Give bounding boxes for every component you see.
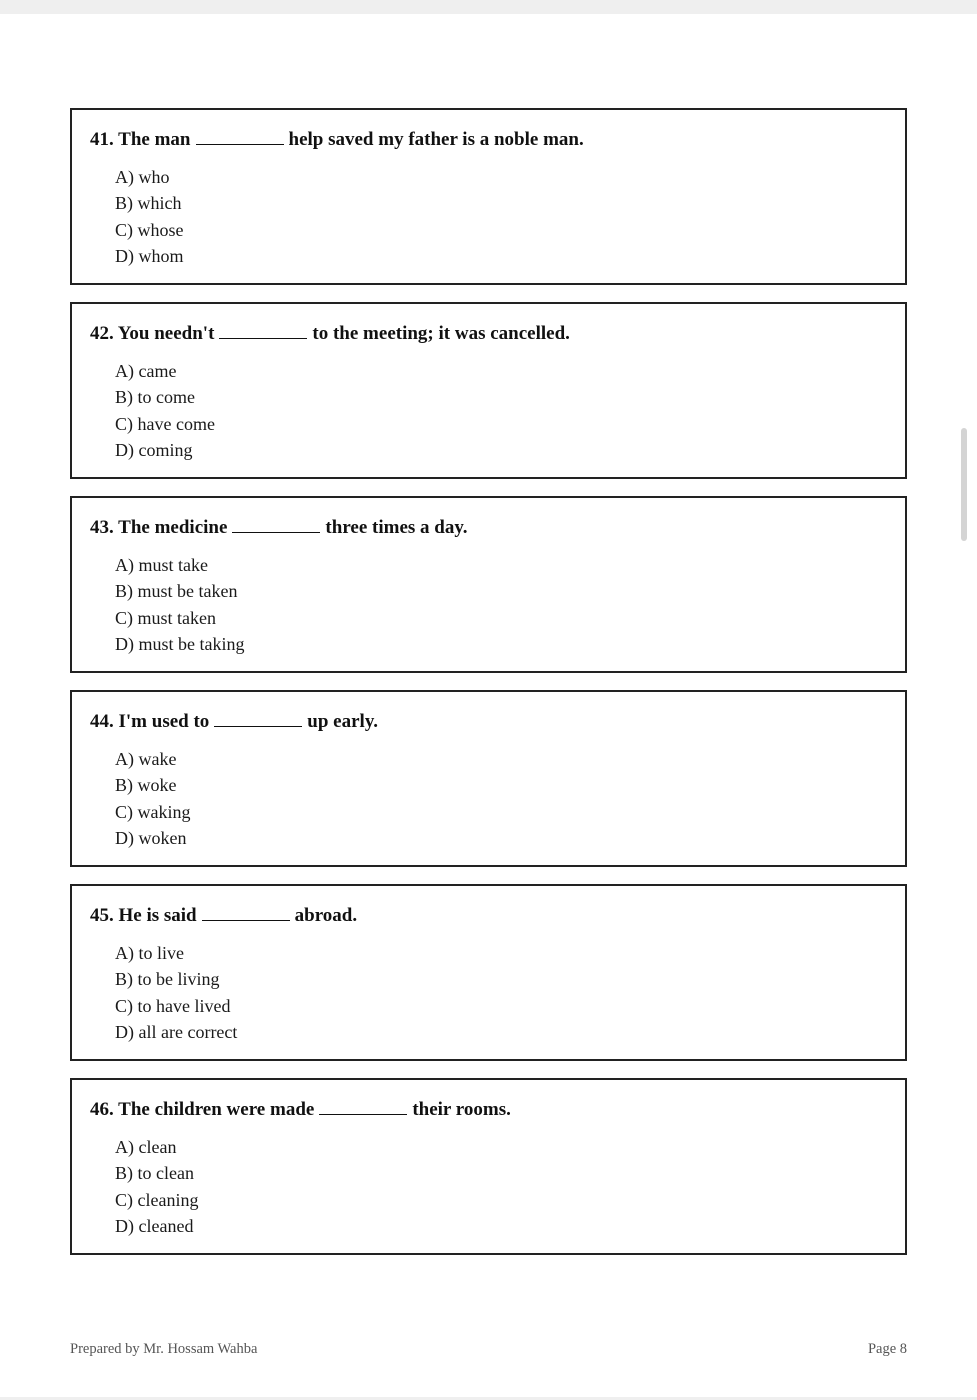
option-d: D) whom	[115, 245, 184, 266]
question-stem-end: abroad.	[294, 905, 358, 926]
option-a: A) clean	[115, 1137, 177, 1157]
answer-blank	[219, 321, 307, 339]
answer-blank	[196, 127, 284, 145]
question-43	[70, 496, 907, 673]
question-number: 43.	[90, 517, 114, 538]
question-stem-start: He is said	[118, 905, 197, 926]
question-stem-start: The man	[118, 129, 191, 150]
question-stem-end: to the meeting; it was cancelled.	[312, 323, 570, 344]
option-a: A) came	[115, 361, 177, 381]
options-list	[90, 164, 887, 269]
answer-blank	[202, 903, 290, 921]
option-d: D) coming	[115, 439, 193, 460]
options-list	[90, 552, 887, 657]
scrollbar-thumb[interactable]	[961, 428, 967, 541]
options-list	[90, 746, 887, 851]
option-b: B) woke	[115, 775, 177, 796]
question-text	[90, 1097, 887, 1122]
option-c: C) to have lived	[115, 995, 231, 1016]
option-a: A) who	[115, 167, 170, 187]
option-c: C) cleaning	[115, 1189, 199, 1210]
option-b: B) to be living	[115, 969, 220, 990]
option-a: A) to live	[115, 943, 184, 963]
question-stem-start: The children were made	[118, 1099, 315, 1120]
question-list	[70, 108, 907, 1272]
question-stem-start: I'm used to	[118, 711, 210, 732]
question-45	[70, 884, 907, 1061]
option-b: B) which	[115, 193, 182, 214]
option-c: C) whose	[115, 219, 184, 240]
option-b: B) to clean	[115, 1163, 194, 1184]
question-42	[70, 302, 907, 479]
question-44	[70, 690, 907, 867]
option-d: D) must be taking	[115, 633, 245, 654]
footer-page-number: Page 8	[867, 1341, 907, 1357]
option-d: D) all are correct	[115, 1021, 238, 1042]
option-a: A) wake	[115, 749, 177, 769]
question-text	[90, 709, 887, 734]
question-number: 46.	[90, 1099, 114, 1120]
question-number: 44.	[90, 711, 114, 732]
question-41	[70, 108, 907, 285]
question-text	[90, 903, 887, 928]
question-46	[70, 1078, 907, 1255]
options-list	[90, 1134, 887, 1239]
answer-blank	[214, 709, 302, 727]
question-number: 41.	[90, 129, 114, 150]
question-stem-end: three times a day.	[325, 517, 468, 538]
question-stem-end: their rooms.	[412, 1099, 511, 1120]
answer-blank	[319, 1097, 407, 1115]
question-number: 45.	[90, 905, 114, 926]
option-d: D) woken	[115, 827, 187, 848]
question-stem-start: The medicine	[118, 517, 228, 538]
question-stem-start: You needn't	[117, 323, 215, 344]
footer-author: Prepared by Mr. Hossam Wahba	[70, 1341, 258, 1357]
question-stem-end: help saved my father is a noble man.	[288, 129, 584, 150]
answer-blank	[232, 515, 320, 533]
option-a: A) must take	[115, 555, 208, 575]
option-c: C) waking	[115, 801, 191, 822]
question-text	[90, 321, 887, 346]
document-page	[0, 14, 977, 1397]
option-c: C) must taken	[115, 607, 216, 628]
question-number: 42.	[90, 323, 114, 344]
option-b: B) must be taken	[115, 581, 238, 602]
option-c: C) have come	[115, 413, 215, 434]
question-text	[90, 515, 887, 540]
options-list	[90, 358, 887, 463]
option-d: D) cleaned	[115, 1215, 194, 1236]
options-list	[90, 940, 887, 1045]
question-text	[90, 127, 887, 152]
option-b: B) to come	[115, 387, 195, 408]
question-stem-end: up early.	[307, 711, 379, 732]
